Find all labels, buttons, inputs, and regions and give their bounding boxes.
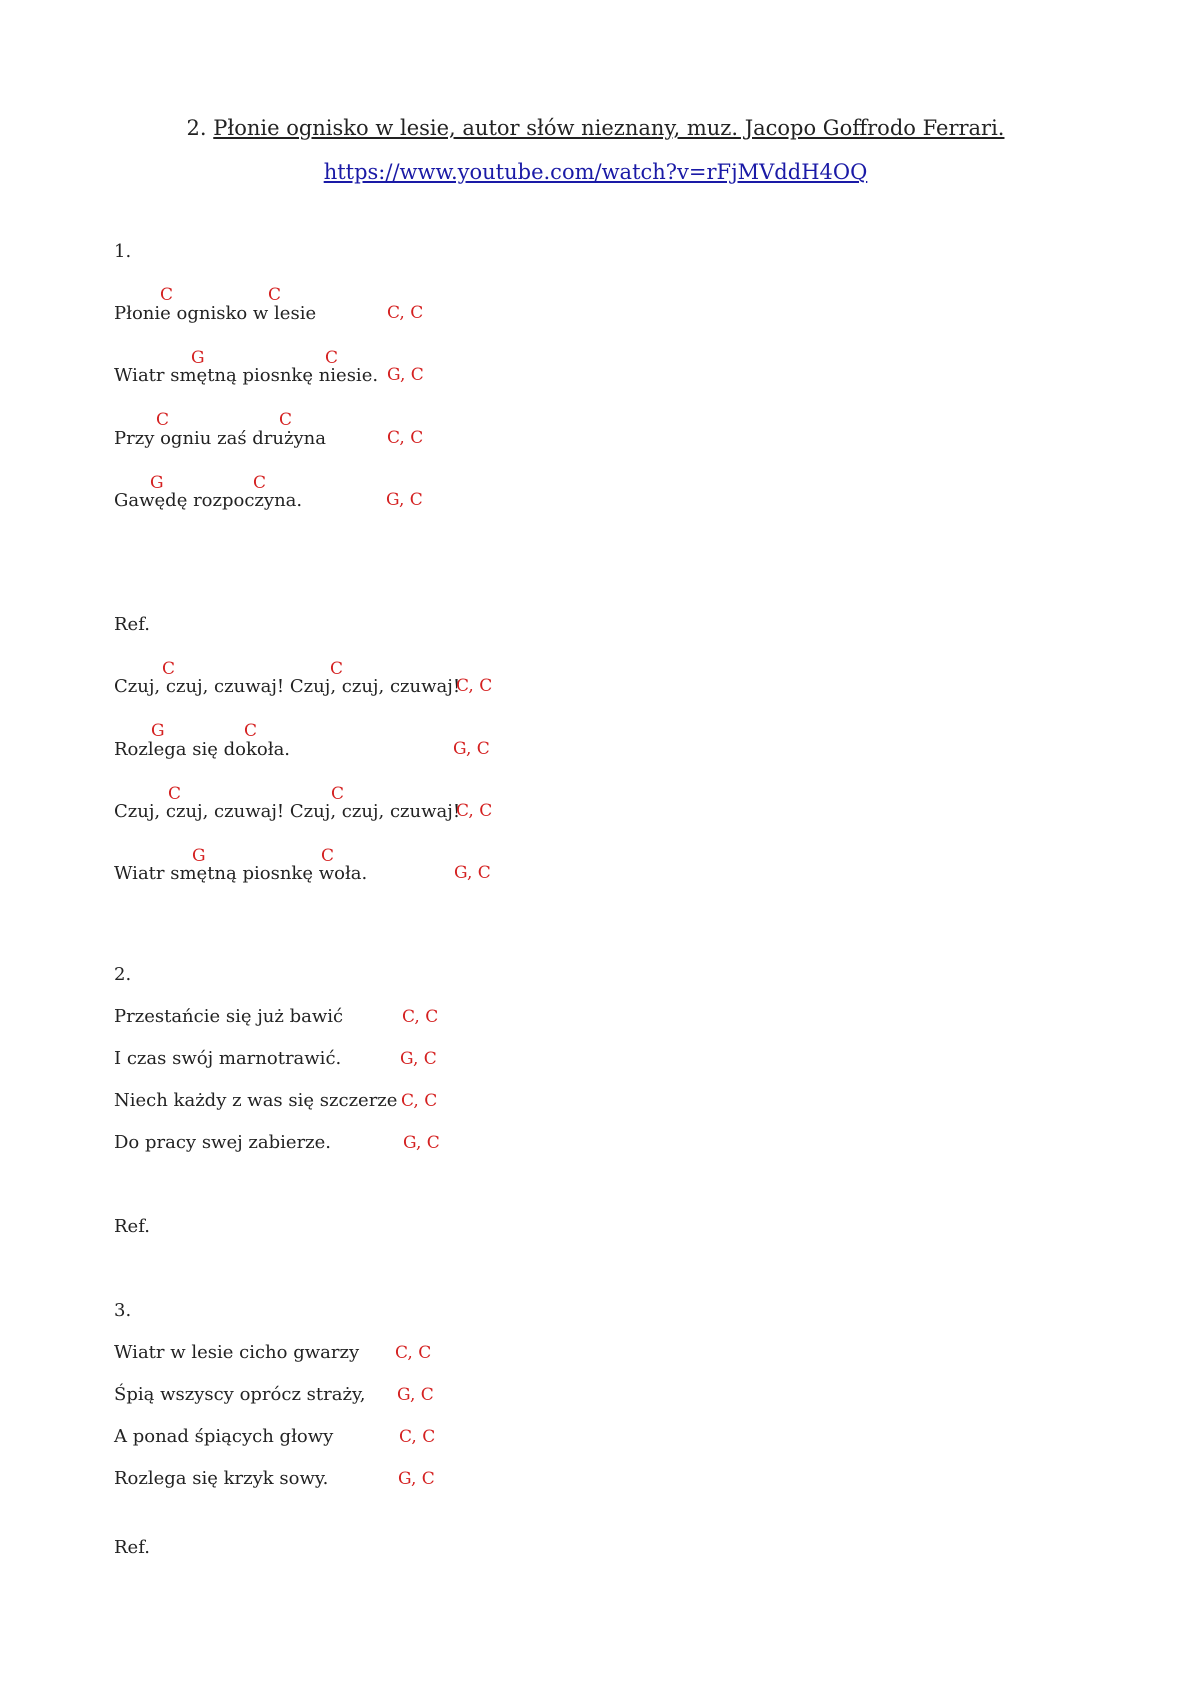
chord-above: C [162,659,176,679]
line-chords: G, C [453,739,490,759]
line-chords: C, C [399,1427,436,1447]
line-chords: C, C [456,801,493,821]
line-chords: G, C [386,490,423,510]
song-number: 2. [186,116,207,140]
line-chords: C, C [395,1343,432,1363]
lyric-line: Wiatr w lesie cicho gwarzy [114,1342,360,1363]
chord-above: C [325,348,339,368]
lyric-line: Śpią wszyscy oprócz straży, [114,1384,366,1405]
chord-above: C [279,410,293,430]
video-link-line [0,158,1191,186]
line-chords: C, C [401,1091,438,1111]
chord-above: C [253,473,267,493]
chord-above: C [168,784,182,804]
lyric-line: Do pracy swej zabierze. [114,1132,332,1153]
line-chords: G, C [403,1133,440,1153]
lyric-line: Rozlega się dokoła. [114,739,291,760]
line-chords: C, C [387,303,424,323]
verse-3-label: 3. [114,1300,132,1321]
line-chords: C, C [456,676,493,696]
chord-above: C [160,285,174,305]
lyric-line: Wiatr smętną piosnkę niesie. [114,365,379,386]
chord-above: G [151,721,165,741]
line-chords: C, C [387,428,424,448]
chord-above: C [330,659,344,679]
lyric-line: Gawędę rozpoczyna. [114,490,303,511]
song-title [0,114,1191,142]
lyric-line: I czas swój marnotrawić. [114,1048,342,1069]
lyric-line: Niech każdy z was się szczerze [114,1090,398,1111]
lyric-line: Czuj, czuj, czuwaj! Czuj, czuj, czuwaj! [114,801,461,822]
chord-above: G [192,846,206,866]
verse-1-label: 1. [114,241,132,262]
line-chords: G, C [397,1385,434,1405]
chord-above: C [156,410,170,430]
lyric-line: Płonie ognisko w lesie [114,303,317,324]
lyric-line: Rozlega się krzyk sowy. [114,1468,329,1489]
chord-above: G [150,473,164,493]
lyric-line: Przy ogniu zaś drużyna [114,428,326,449]
song-title-text: Płonie ognisko w lesie, autor słów nieznany, muz. Jacopo Goffrodo Ferrari. [213,116,1005,140]
line-chords: G, C [400,1049,437,1069]
lyric-line: A ponad śpiących głowy [114,1426,334,1447]
refrain-ref: Ref. [114,1216,150,1237]
line-chords: G, C [398,1469,435,1489]
line-chords: C, C [402,1007,439,1027]
chord-above: C [268,285,282,305]
verse-2-label: 2. [114,964,132,985]
chord-above: G [191,348,205,368]
line-chords: G, C [387,365,424,385]
refrain-label: Ref. [114,614,150,635]
youtube-link[interactable]: https://www.youtube.com/watch?v=rFjMVddH4OQ [323,160,868,184]
line-chords: G, C [454,863,491,883]
chord-above: C [331,784,345,804]
lyric-line: Przestańcie się już bawić [114,1006,344,1027]
chord-above: C [244,721,258,741]
lyric-line: Wiatr smętną piosnkę woła. [114,863,368,884]
refrain-ref: Ref. [114,1537,150,1558]
chord-above: C [321,846,335,866]
lyric-line: Czuj, czuj, czuwaj! Czuj, czuj, czuwaj! [114,676,461,697]
